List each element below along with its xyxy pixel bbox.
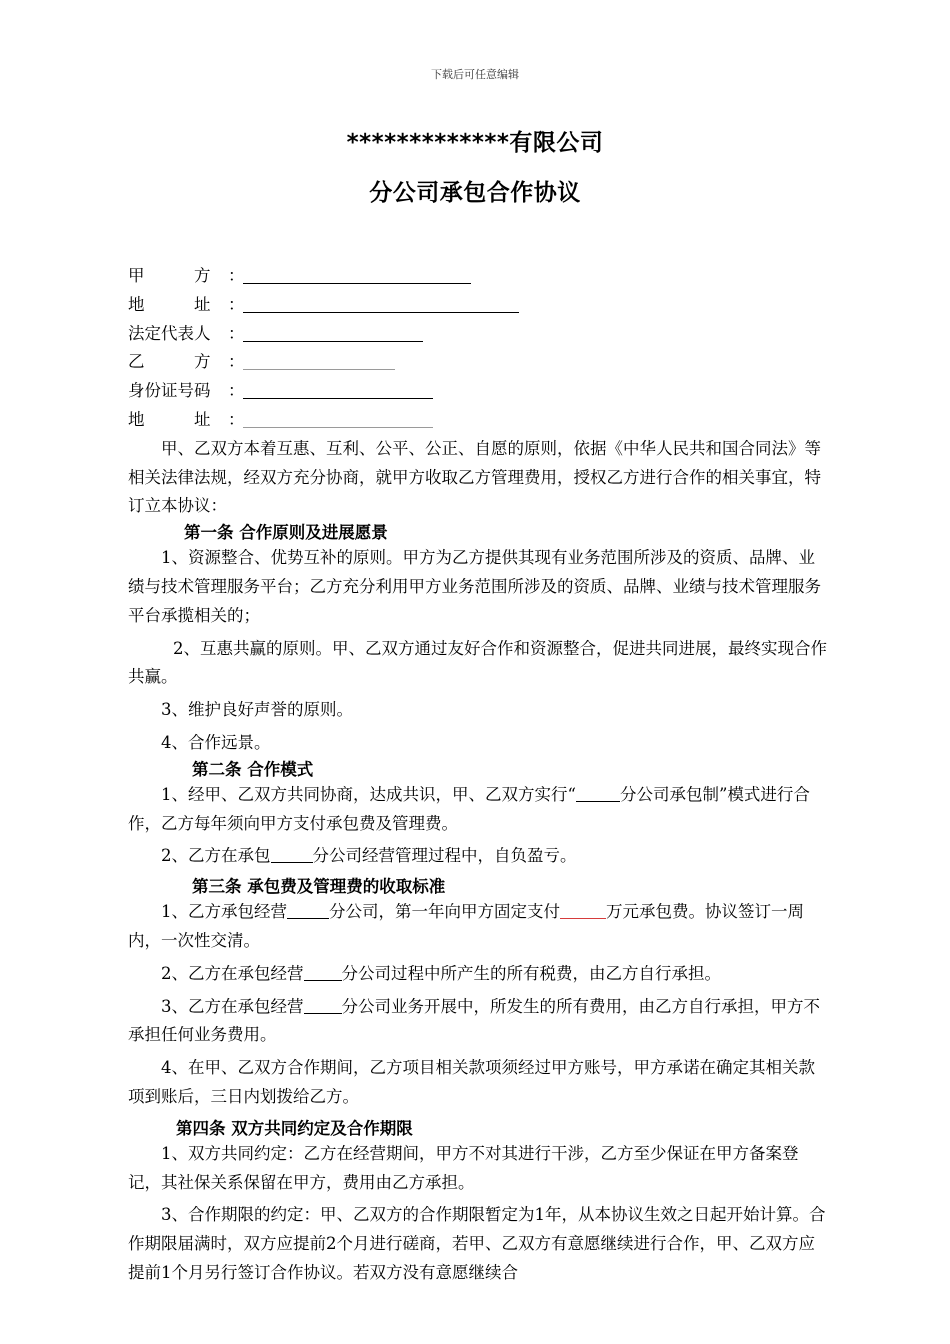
article-3-clause-1 bbox=[128, 898, 828, 956]
field-label: 法定代表人 bbox=[128, 323, 211, 343]
article-1-clause-1: 1、资源整合、优势互补的原则。甲方为乙方提供其现有业务范围所涉及的资质、品牌、业绩与技术管理服务平台；乙方充分利用甲方业务范围所涉及的资质、品牌、业绩与技术管理服务平台承揽相关的； bbox=[128, 548, 821, 625]
clause-text: 1、经甲、乙双方共同协商，达成共识，甲、乙双方实行“ bbox=[161, 784, 576, 804]
field-label: 地 址 bbox=[128, 294, 211, 314]
article-1-clause-2: 2、互惠共赢的原则。甲、乙双方通过友好合作和资源整合，促进共同进展，最终实现合作共赢。 bbox=[128, 638, 827, 687]
preamble: 甲、乙双方本着互惠、互利、公平、公正、自愿的原则，依据《中华人民共和国合同法》等相关法律法规，经双方充分协商，就甲方收取乙方管理费用，授权乙方进行合作的相关事宜，特订立本协议： bbox=[128, 438, 821, 516]
clause-text: 分公司业务开展中，所发生的所有费用，由乙方自行承担，甲方不承担任何业务费用。 bbox=[128, 996, 820, 1045]
blank-line bbox=[576, 784, 620, 802]
address-a-blank bbox=[243, 312, 519, 313]
article-3-clause-2 bbox=[128, 960, 828, 989]
field-party-a bbox=[128, 262, 828, 291]
article-2-clause-2 bbox=[128, 842, 828, 871]
agreement-title: 分公司承包合作协议 bbox=[369, 180, 581, 206]
article-1-heading: 第一条 合作原则及进展愿景 bbox=[184, 523, 388, 543]
article-1-clause-3: 3、维护良好声誉的原则。 bbox=[161, 700, 353, 720]
party-b-blank bbox=[243, 369, 395, 370]
blank-line bbox=[271, 845, 313, 863]
field-label: 身份证号码 bbox=[128, 381, 211, 401]
field-label: 地 址 bbox=[128, 409, 211, 429]
party-a-blank bbox=[243, 283, 471, 284]
legal-rep-blank bbox=[243, 341, 423, 342]
field-legal-rep bbox=[128, 320, 828, 349]
field-label: 甲 方 bbox=[128, 266, 211, 285]
amount-blank bbox=[560, 901, 606, 919]
article-2-heading: 第二条 合作模式 bbox=[192, 759, 314, 779]
article-4-clause-1: 1、双方共同约定：乙方在经营期间，甲方不对其进行干涉，乙方至少保证在甲方备案登记，其社保关系保留在甲方，费用由乙方承担。 bbox=[128, 1143, 799, 1192]
field-colon: ： bbox=[228, 266, 245, 285]
clause-text: 分公司，第一年向甲方固定支付 bbox=[329, 902, 560, 922]
clause-text: 分公司过程中所产生的所有税费，由乙方自行承担。 bbox=[341, 963, 721, 983]
field-address-a bbox=[128, 291, 828, 320]
article-4-heading: 第四条 双方共同约定及合作期限 bbox=[176, 1118, 413, 1138]
blank-line bbox=[287, 901, 329, 919]
clause-text: 分公司承包制”模式进行合作，乙方每年须向甲方支付承包费及管理费。 bbox=[128, 784, 810, 833]
header-note: 下载后可任意编辑 bbox=[431, 68, 519, 81]
clause-text: 万元承包费。协议签订一周内，一次性交清。 bbox=[128, 902, 804, 950]
clause-text: 3、乙方在承包经营 bbox=[161, 996, 304, 1016]
blank-line bbox=[304, 963, 342, 981]
article-1-clause-4: 4、合作远景。 bbox=[161, 732, 271, 752]
article-2-clause-1 bbox=[128, 781, 828, 839]
clause-text: 2、乙方在承包经营 bbox=[161, 963, 304, 983]
article-3-clause-4: 4、在甲、乙双方合作期间，乙方项目相关款项须经过甲方账号，甲方承诺在确定其相关款项到账后，三日内划拨给乙方。 bbox=[128, 1058, 815, 1106]
id-number-blank bbox=[243, 398, 433, 399]
party-fields bbox=[128, 262, 828, 435]
clause-text: 2、乙方在承包 bbox=[161, 846, 271, 866]
clause-text: 1、乙方承包经营 bbox=[161, 902, 287, 922]
article-4-clause-3: 3、合作期限的约定：甲、乙双方的合作期限暂定为1年，从本协议生效之日起开始计算。合作期限届满时，双方应提前2个月进行磋商，若甲、乙双方有意愿继续进行合作，甲、乙双方应提前1个月另行签订合作协议。若双方没有意愿继续合 bbox=[128, 1205, 826, 1282]
field-id-number bbox=[128, 377, 828, 406]
field-label: 乙 方 bbox=[128, 352, 211, 372]
clause-text: 分公司经营管理过程中，自负盈亏。 bbox=[312, 846, 577, 866]
field-party-b bbox=[128, 348, 828, 377]
field-colon: ： bbox=[228, 381, 245, 401]
document-body bbox=[128, 262, 828, 1288]
field-colon: ： bbox=[228, 352, 245, 372]
field-colon: ： bbox=[228, 294, 245, 314]
company-title: *************有限公司 bbox=[346, 130, 604, 156]
field-colon: ： bbox=[228, 323, 245, 343]
blank-line bbox=[304, 996, 342, 1014]
field-address-b bbox=[128, 406, 828, 435]
field-colon: ： bbox=[228, 409, 245, 429]
article-3-clause-3 bbox=[128, 993, 828, 1051]
article-3-heading: 第三条 承包费及管理费的收取标准 bbox=[192, 877, 446, 897]
address-b-blank bbox=[243, 427, 433, 428]
